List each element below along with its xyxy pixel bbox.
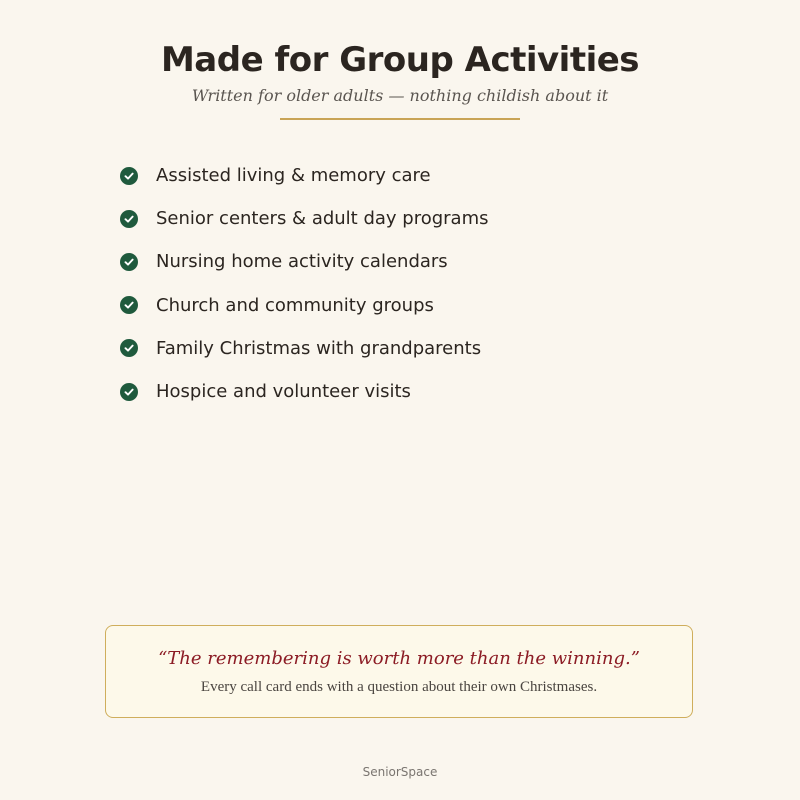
list-item-label: Family Christmas with grandparents bbox=[156, 337, 482, 359]
list-item-label: Church and community groups bbox=[156, 294, 434, 316]
page-subtitle: Written for older adults — nothing childish about it bbox=[191, 86, 609, 105]
list-item bbox=[118, 327, 489, 370]
quote-text: “The remembering is worth more than the winning.” bbox=[158, 648, 640, 669]
check-circle-icon bbox=[120, 296, 138, 314]
check-circle-icon bbox=[120, 253, 138, 271]
brand-footer: SeniorSpace bbox=[362, 765, 438, 779]
check-circle-icon bbox=[120, 383, 138, 401]
list-item bbox=[118, 197, 489, 240]
list-item bbox=[118, 370, 489, 413]
quote-caption: Every call card ends with a question about their own Christmases. bbox=[200, 679, 598, 695]
list-item-label: Nursing home activity calendars bbox=[156, 251, 448, 273]
check-circle-icon bbox=[120, 339, 138, 357]
list-item bbox=[118, 284, 489, 327]
check-circle-icon bbox=[120, 210, 138, 228]
title-divider bbox=[280, 118, 520, 120]
list-item bbox=[118, 240, 489, 283]
quote-box bbox=[105, 625, 693, 718]
page-title: Made for Group Activities bbox=[160, 40, 640, 80]
list-item-label: Hospice and volunteer visits bbox=[156, 381, 411, 403]
list-item-label: Senior centers & adult day programs bbox=[156, 208, 489, 230]
list-item-label: Assisted living & memory care bbox=[156, 165, 431, 187]
list-item bbox=[118, 154, 489, 197]
check-circle-icon bbox=[120, 167, 138, 185]
activity-list bbox=[118, 154, 489, 413]
